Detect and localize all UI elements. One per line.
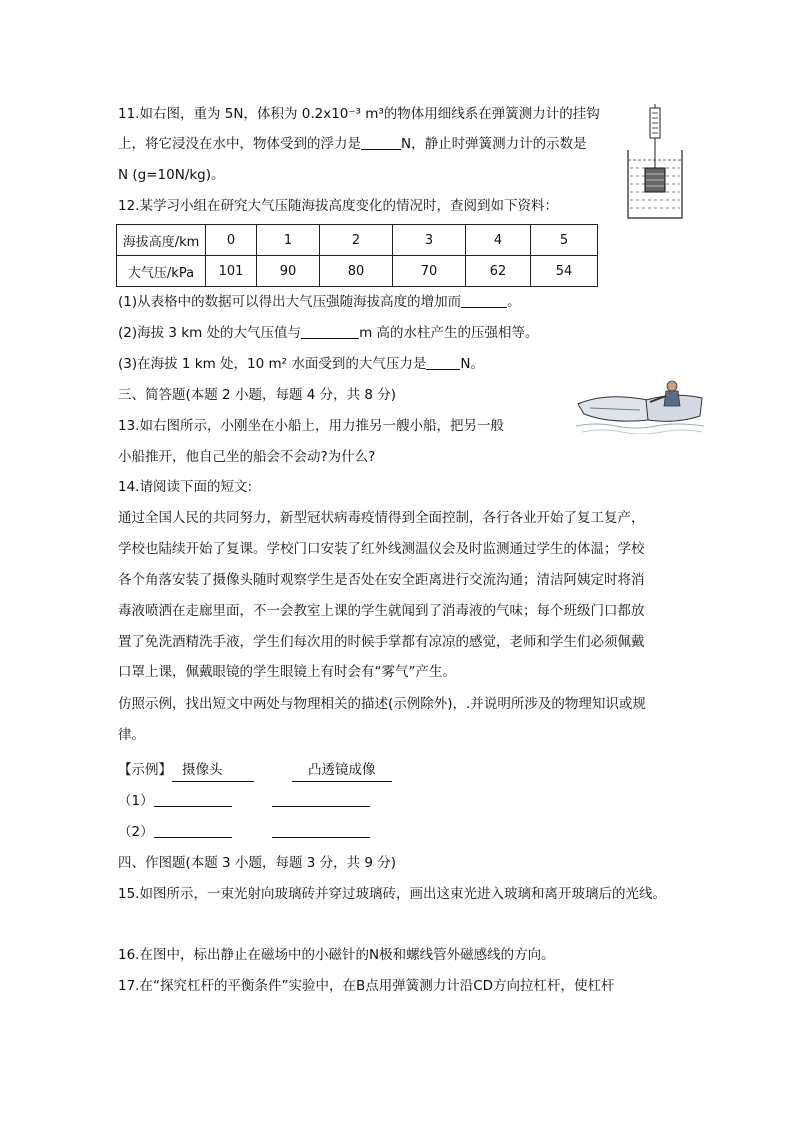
q14-instruction-end: 律。	[118, 727, 145, 743]
q12-part3	[118, 354, 484, 374]
q13-line2: 小船推开，他自己坐的船会不会动?为什么?	[118, 449, 376, 465]
q14-title: 14.请阅读下面的短文:	[118, 479, 253, 495]
q17-text: 17.在“探究杠杆的平衡条件”实验中，在B点用弹簧测力计沿CD方向拉杠杆，使杠杆	[118, 978, 615, 994]
q12-part1b: 。	[507, 294, 521, 310]
section-3-heading: 三、简答题(本题 2 小题，每题 4 分，共 8 分)	[118, 387, 397, 403]
q11-line2a: 上，将它浸没在水中，物体受到的浮力是	[118, 136, 361, 152]
table-cell: 1	[257, 225, 320, 256]
q12-part1a: (1)从表格中的数据可以得出大气压强随海拔高度的增加而	[118, 294, 462, 310]
table-cell: 101	[206, 256, 257, 287]
table-cell: 2	[320, 225, 393, 256]
q12-blank-1[interactable]	[461, 293, 507, 308]
q12-part1	[118, 292, 521, 312]
q12-part2a: (2)海拔 3 km 处的大气压值与	[118, 325, 302, 341]
answer-2-description[interactable]	[154, 823, 232, 838]
table-row	[117, 225, 598, 256]
q14-para-line: 置了免洗酒精洗手液，学生们每次用的时候手掌都有凉凉的感觉，老师和学生们必须佩戴	[118, 634, 645, 650]
table-header-pressure: 大气压/kPa	[117, 256, 206, 287]
q12-part3b: N。	[460, 356, 484, 372]
q12-part2b: m 高的水柱产生的压强相等。	[359, 325, 539, 341]
answer-1-description[interactable]	[154, 792, 232, 807]
table-cell: 3	[393, 225, 466, 256]
table-cell: 54	[531, 256, 598, 287]
altitude-pressure-table	[116, 224, 598, 287]
q11-line3: N (g=10N/kg)。	[118, 167, 225, 183]
q14-para-line: 口罩上课，佩戴眼镜的学生眼镜上有时会有“雾气”产生。	[118, 664, 456, 680]
q14-para-line: 通过全国人民的共同努力，新型冠状病毒疫情得到全面控制，各行各业开始了复工复产，	[118, 510, 645, 526]
table-cell: 0	[206, 225, 257, 256]
table-row	[117, 256, 598, 287]
spring-scale-beaker-figure	[622, 104, 686, 224]
answer-1-knowledge[interactable]	[272, 792, 370, 807]
example-label: 【示例】	[118, 762, 172, 778]
q11-blank-buoyancy[interactable]	[361, 135, 401, 150]
q11-line2b: N，静止时弹簧测力计的示数是	[401, 136, 587, 152]
answer-2-knowledge[interactable]	[272, 823, 370, 838]
q14-example-row	[118, 760, 392, 782]
q15-text: 15.如图所示，一束光射向玻璃砖并穿过玻璃砖，画出这束光进入玻璃和离开玻璃后的光线。	[118, 886, 666, 902]
q13-line1: 13.如右图所示，小刚坐在小船上，用力推另一艘小船，把另一般	[118, 418, 504, 434]
table-cell: 70	[393, 256, 466, 287]
q12-part3a: (3)在海拔 1 km 处，10 m² 水面受到的大气压力是	[118, 356, 427, 372]
table-cell: 90	[257, 256, 320, 287]
q12-blank-2[interactable]	[301, 324, 359, 339]
answer-number-1: （1）	[118, 793, 154, 809]
q14-answer-row-2	[118, 822, 370, 842]
boat-figure	[576, 378, 704, 434]
table-cell: 62	[466, 256, 531, 287]
section-4-heading: 四、作图题(本题 3 小题，每题 3 分，共 9 分)	[118, 855, 397, 871]
table-cell: 5	[531, 225, 598, 256]
q11-line1: 11.如右图，重为 5N，体积为 0.2x10⁻³ m³的物体用细线系在弹簧测力计的挂钩	[118, 106, 600, 122]
example-description: 摄像头	[172, 760, 254, 782]
q12-intro: 12.某学习小组在研究大气压随海拔高度变化的情况时，查阅到如下资料：	[118, 198, 558, 214]
q12-blank-3[interactable]	[426, 355, 460, 370]
q14-instruction: 仿照示例，找出短文中两处与物理相关的描述(示例除外)，.并说明所涉及的物理知识或规	[118, 696, 646, 712]
q14-para-line: 毒液喷洒在走廊里面，不一会教室上课的学生就闻到了消毒液的气味；每个班级门口都放	[118, 603, 645, 619]
table-cell: 4	[466, 225, 531, 256]
q14-para-line: 学校也陆续开始了复课。学校门口安装了红外线测温仪会及时监测通过学生的体温；学校	[118, 541, 645, 557]
q12-part2	[118, 323, 539, 343]
q11-line2	[118, 134, 587, 154]
table-cell: 80	[320, 256, 393, 287]
q14-para-line: 各个角落安装了摄像头随时观察学生是否处在安全距离进行交流沟通；清洁阿姨定时将消	[118, 572, 645, 588]
example-knowledge: 凸透镜成像	[292, 760, 392, 782]
q16-text: 16.在图中，标出静止在磁场中的小磁针的N极和螺线管外磁感线的方向。	[118, 947, 555, 963]
q14-answer-row-1	[118, 791, 370, 811]
answer-number-2: （2）	[118, 824, 154, 840]
table-header-altitude: 海拔高度/km	[117, 225, 206, 256]
